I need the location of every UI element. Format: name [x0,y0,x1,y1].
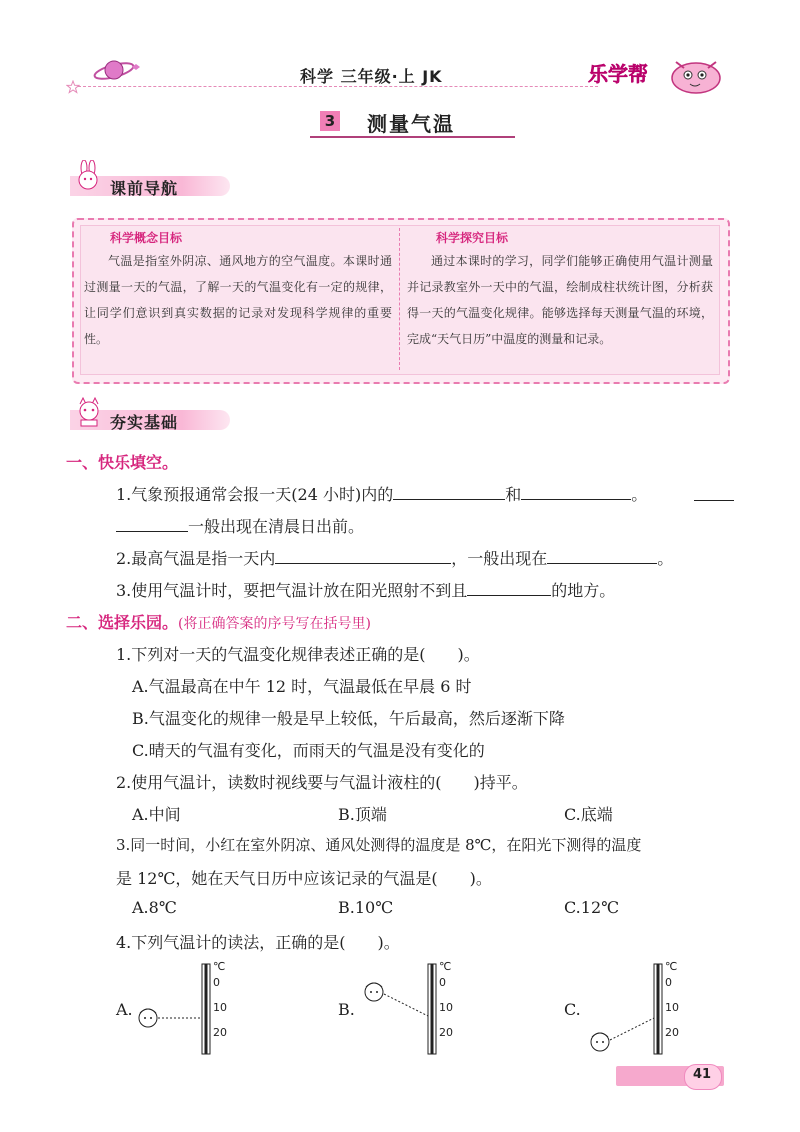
part2-note: (将正确答案的序号写在括号里) [178,616,371,632]
thermometer-column [431,964,434,1054]
figure-a-label: A. [116,1000,133,1019]
blank[interactable] [116,517,188,532]
section-banner-preview [70,166,240,198]
part1-q1-line2: 一般出现在清晨日出前。 [116,514,364,537]
sight-line [384,994,428,1016]
part2-q1: 1.下列对一天的气温变化规律表述正确的是( )。 [116,645,480,664]
tick-label: 0 [213,976,220,989]
star-icon [66,80,80,94]
tick-label: 10 [665,1001,679,1014]
face-icon [139,1009,157,1027]
figure-b-label: B. [338,1000,355,1019]
thermometer-column [205,964,208,1054]
thermometer-column [657,964,660,1054]
tick-label: 20 [439,1026,453,1039]
tick-label: 10 [439,1001,453,1014]
header-subject-line: 科学 三年级·上 JK [300,67,443,86]
explore-goal-title: 科学探究目标 [436,231,509,245]
part2-q2-option-b: B.顶端 [338,805,387,824]
brand-logo-text: 乐学帮 [588,62,648,86]
tick-label: 20 [665,1026,679,1039]
figure-c-label: C. [564,1000,581,1019]
tick-label: 0 [439,976,446,989]
goals-divider [399,228,400,370]
part2-q3-option-b: B.10℃ [338,898,394,917]
part2-q1-option-b: B.气温变化的规律一般是早上较低，午后最高，然后逐渐下降 [132,709,565,728]
blank[interactable] [694,500,734,501]
part1-q1-line1: 1.气象预报通常会报一天(24 小时)内的 和 。 [116,485,648,504]
section-title-preview: 课前导航 [110,179,179,198]
blank[interactable] [521,485,631,500]
tick-label: 0 [665,976,672,989]
part2-q3-option-c: C.12℃ [564,898,620,917]
blank[interactable] [467,581,551,596]
mascot-icon [666,52,726,96]
concept-goal-title: 科学概念目标 [110,231,183,245]
sight-line [610,1018,654,1040]
planet-icon [92,56,152,86]
part2-title: 二、选择乐园。(将正确答案的序号写在括号里) [66,613,371,632]
lesson-title: 测量气温 [367,112,455,136]
face-icon [365,983,383,1001]
section-title-basics: 夯实基础 [110,413,179,432]
explore-goal-text: 通过本课时的学习，同学们能够正确使用气温计测量并记录教室外一天中的气温，绘制成柱状统计图，分析获得一天的气温变化规律。能够选择每天测量气温的环境，完成“天气日历”中温度的测量和记录。 [407,254,713,346]
thermometer-figure-b [356,958,466,1058]
bunny-icon [74,160,102,194]
part2-q1-option-a: A.气温最高在中午 12 时，气温最低在早晨 6 时 [132,677,472,696]
thermometer-unit: ℃ [665,960,678,973]
part2-q3-option-a: A.8℃ [132,898,177,917]
part2-q2: 2.使用气温计，读数时视线要与气温计液柱的( )持平。 [116,773,528,792]
lesson-number: 3 [320,111,340,131]
cat-icon [74,396,104,428]
part2-q2-option-c: C.底端 [564,805,613,824]
section-banner-basics [70,400,240,432]
part1-q2: 2.最高气温是指一天内 ，一般出现在 。 [116,549,674,568]
thermometer-figure-a [130,958,240,1058]
part1-q3: 3.使用气温计时，要把气温计放在阳光照射不到且 的地方。 [116,581,616,600]
thermometer-unit: ℃ [439,960,452,973]
face-icon [591,1033,609,1051]
blank[interactable] [547,549,657,564]
part2-q3-line2: 是 12℃，她在天气日历中应该记录的气温是( )。 [116,869,492,888]
page-number: 41 [692,1067,712,1082]
thermometer-figure-c [582,958,692,1058]
concept-goal-text: 气温是指室外阴凉、通风地方的空气温度。本课时通过测量一天的气温，了解一天的气温变化有一定的规律，让同学们意识到真实数据的记录对发现科学规律的重要性。 [84,254,392,346]
thermometer-unit: ℃ [213,960,226,973]
blank[interactable] [275,549,451,564]
part1-title: 一、快乐填空。 [66,453,179,472]
part2-q4: 4.下列气温计的读法，正确的是( )。 [116,933,400,952]
part2-q2-option-a: A.中间 [132,805,181,824]
tick-label: 20 [213,1026,227,1039]
blank[interactable] [393,485,505,500]
part2-q1-option-c: C.晴天的气温有变化，而雨天的气温是没有变化的 [132,741,485,760]
tick-label: 10 [213,1001,227,1014]
part2-q3-line1: 3.同一时间，小红在室外阴凉、通风处测得的温度是 8℃，在阳光下测得的温度 [116,836,642,854]
